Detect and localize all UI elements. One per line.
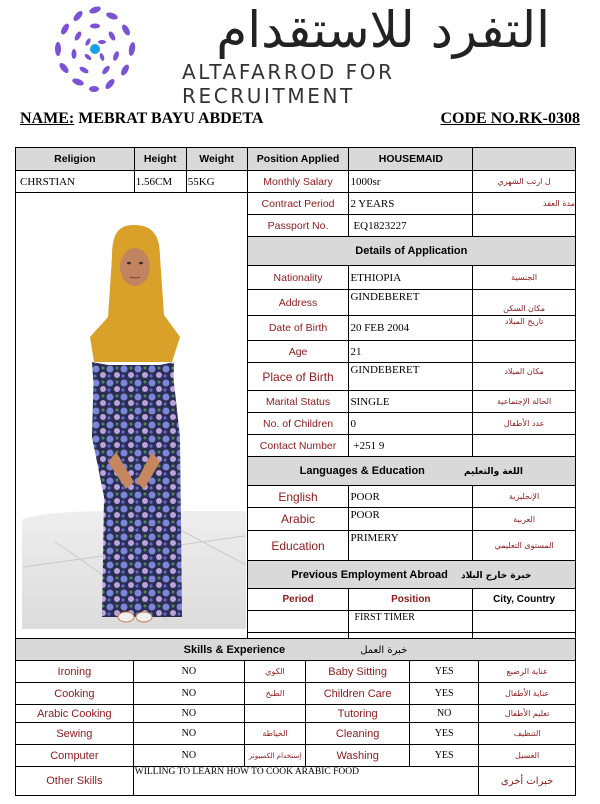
skill-computer-arabic: إستخدام الكمبيوتر <box>244 745 305 767</box>
date-of-birth-arabic: تاريخ الميلاد <box>473 316 576 341</box>
skill-row <box>16 723 576 745</box>
employment-position-1: FIRST TIMER <box>349 611 473 633</box>
other-skills-arabic: خبرات أخرى <box>479 767 576 796</box>
other-skills-label: Other Skills <box>16 767 134 796</box>
contract-period-label: Contract Period <box>247 193 349 215</box>
skills-title: Skills & Experience <box>183 643 286 656</box>
monthly-salary-label: Monthly Salary <box>247 171 349 193</box>
contact-number-value: +251 9 <box>349 435 473 457</box>
candidate-title-row <box>20 110 580 132</box>
skills-experience-header <box>16 639 576 661</box>
languages-title-arabic: اللغة والتعليم <box>463 467 523 477</box>
previous-employment-header <box>247 561 575 589</box>
religion-header: Religion <box>16 148 135 171</box>
employment-title-arabic: خبرة خارج البلاد <box>460 570 532 581</box>
skill-ironing-label: Ironing <box>16 661 134 683</box>
skill-cooking-label: Cooking <box>16 683 134 705</box>
company-logo <box>50 1 550 108</box>
education-label: Education <box>247 531 349 561</box>
contact-number-arabic <box>473 435 576 457</box>
nationality-label: Nationality <box>247 266 349 290</box>
skill-tutoring-label: Tutoring <box>306 705 410 723</box>
city-country-column-header: City, Country <box>473 589 576 611</box>
code-number: CODE NO.RK-0308 <box>440 110 580 127</box>
address-label: Address <box>247 290 349 316</box>
skills-title-arabic: خبرة العمل <box>360 644 408 656</box>
name-value: MEBRAT BAYU ABDETA <box>78 110 264 127</box>
marital-status-label: Marital Status <box>247 391 349 413</box>
position-column-header: Position <box>349 589 473 611</box>
skill-cleaning-label: Cleaning <box>306 723 410 745</box>
skill-children-care-arabic: عناية الأطفال <box>479 683 576 705</box>
education-value: PRIMERY <box>349 531 473 561</box>
languages-title: Languages & Education <box>299 465 425 477</box>
children-value: 0 <box>349 413 473 435</box>
skill-washing-arabic: الغسيل <box>479 745 576 767</box>
other-skills-value: WILLING TO LEARN HOW TO COOK ARABIC FOOD <box>133 767 479 796</box>
skill-cleaning-arabic: التنظيف <box>479 723 576 745</box>
marital-status-arabic: الحالة الإجتماعية <box>473 391 576 413</box>
age-value: 21 <box>349 341 473 363</box>
skill-baby-sitting-label: Baby Sitting <box>306 661 410 683</box>
skill-row <box>16 683 576 705</box>
english-value: POOR <box>349 486 473 508</box>
marital-status-value: SINGLE <box>349 391 473 413</box>
height-value: 1.56CM <box>134 171 186 193</box>
skills-table <box>15 638 576 796</box>
candidate-photo <box>22 197 246 629</box>
age-arabic <box>473 341 576 363</box>
employment-city-1 <box>473 611 576 633</box>
arabic-value: POOR <box>349 508 473 531</box>
passport-value: EQ1823227 <box>349 215 473 237</box>
english-label: English <box>247 486 349 508</box>
period-column-header: Period <box>247 589 349 611</box>
employment-title: Previous Employment Abroad <box>291 568 448 581</box>
skill-ironing-value: NO <box>133 661 244 683</box>
logo-dots-icon <box>50 4 140 94</box>
skill-row <box>16 661 576 683</box>
nationality-value: ETHIOPIA <box>349 266 473 290</box>
skill-computer-label: Computer <box>16 745 134 767</box>
contract-period-value: 2 YEARS <box>349 193 473 215</box>
arabic-arabic: العربية <box>473 508 576 531</box>
position-applied-arabic <box>473 148 576 171</box>
address-value: GINDEBERET <box>349 290 473 316</box>
skill-washing-label: Washing <box>306 745 410 767</box>
skill-children-care-label: Children Care <box>306 683 410 705</box>
skill-arabic-cooking-arabic <box>244 705 305 723</box>
languages-education-header <box>247 457 575 486</box>
passport-arabic <box>473 215 576 237</box>
logo-arabic-text: التفرد للاستقدام <box>216 1 550 59</box>
place-of-birth-label: Place of Birth <box>247 363 349 391</box>
skill-row <box>16 745 576 767</box>
skill-ironing-arabic: الكوي <box>244 661 305 683</box>
skill-children-care-value: YES <box>410 683 479 705</box>
height-header: Height <box>134 148 186 171</box>
skill-computer-value: NO <box>133 745 244 767</box>
skill-row <box>16 705 576 723</box>
monthly-salary-value: 1000sr <box>349 171 473 193</box>
skill-cooking-arabic: الطبخ <box>244 683 305 705</box>
logo-english-text: ALTAFARROD FOR RECRUITMENT <box>182 60 395 108</box>
date-of-birth-value: 20 FEB 2004 <box>349 316 473 341</box>
contact-number-label: Contact Number <box>247 435 349 457</box>
religion-value: CHRSTIAN <box>16 171 135 193</box>
passport-label: Passport No. <box>247 215 349 237</box>
skill-tutoring-arabic: تعليم الأطفال <box>479 705 576 723</box>
position-applied-value: HOUSEMAID <box>349 148 473 171</box>
candidate-name <box>20 110 263 128</box>
contract-period-arabic: مدة العقد <box>473 193 576 215</box>
skill-tutoring-value: NO <box>410 705 479 723</box>
skill-arabic-cooking-value: NO <box>133 705 244 723</box>
age-label: Age <box>247 341 349 363</box>
monthly-salary-arabic: ل ارتب الشهري <box>473 171 576 193</box>
person-figure <box>22 197 246 629</box>
place-of-birth-arabic: مكان الميلاد <box>473 363 576 391</box>
date-of-birth-label: Date of Birth <box>247 316 349 341</box>
employment-period-1 <box>247 611 349 633</box>
place-of-birth-value: GINDEBERET <box>349 363 473 391</box>
details-of-application-header: Details of Application <box>247 237 575 266</box>
skill-sewing-label: Sewing <box>16 723 134 745</box>
skill-sewing-arabic: الخياطة <box>244 723 305 745</box>
skill-cleaning-value: YES <box>410 723 479 745</box>
english-arabic: الإنجليزية <box>473 486 576 508</box>
weight-value: 55KG <box>186 171 247 193</box>
education-arabic: المستوى التعليمي <box>473 531 576 561</box>
skill-baby-sitting-value: YES <box>410 661 479 683</box>
weight-header: Weight <box>186 148 247 171</box>
skill-baby-sitting-arabic: عناية الرضيع <box>479 661 576 683</box>
skill-cooking-value: NO <box>133 683 244 705</box>
arabic-label: Arabic <box>247 508 349 531</box>
name-label: NAME: <box>20 110 75 127</box>
nationality-arabic: الجنسية <box>473 266 576 290</box>
children-label: No. of Children <box>247 413 349 435</box>
skill-sewing-value: NO <box>133 723 244 745</box>
skill-washing-value: YES <box>410 745 479 767</box>
skill-arabic-cooking-label: Arabic Cooking <box>16 705 134 723</box>
children-arabic: عدد الأطفال <box>473 413 576 435</box>
address-arabic: مكان السكن <box>473 290 576 316</box>
position-applied-header: Position Applied <box>247 148 349 171</box>
